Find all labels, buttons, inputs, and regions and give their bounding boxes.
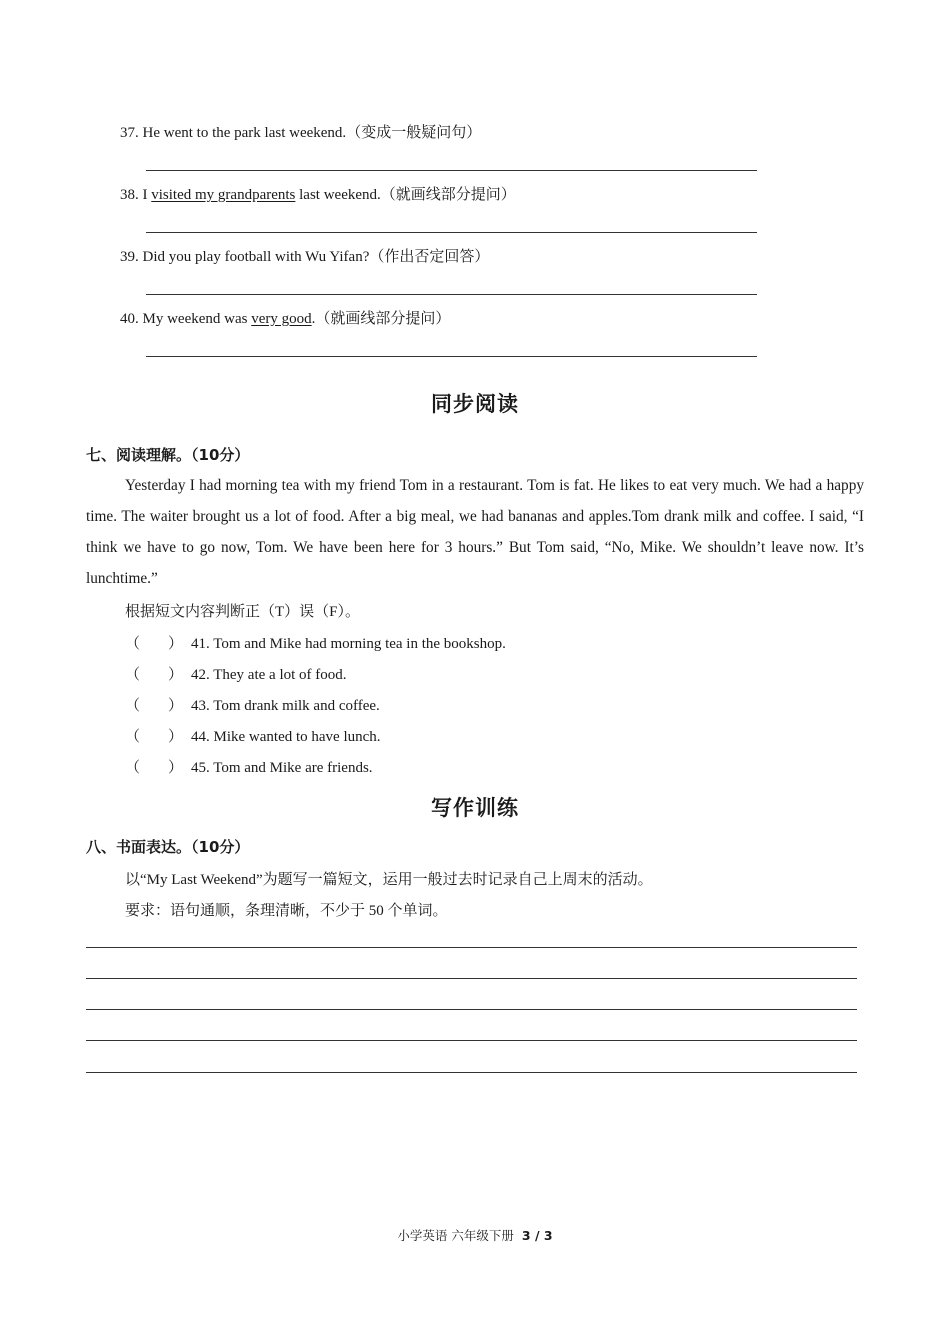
- writing-line[interactable]: [86, 947, 857, 948]
- writing-line[interactable]: [86, 1040, 857, 1041]
- writing-section-title: 八、书面表达。（10分）: [86, 838, 250, 856]
- question-text: My weekend was: [142, 311, 252, 327]
- question-37: [120, 121, 481, 142]
- page-footer: [0, 1226, 950, 1244]
- writing-heading: 写作训练: [431, 796, 519, 820]
- writing-line[interactable]: [86, 978, 857, 979]
- answer-bracket-open[interactable]: （: [125, 636, 141, 652]
- answer-bracket-close: ）: [168, 698, 184, 714]
- answer-bracket-open[interactable]: （: [125, 760, 141, 776]
- writing-line[interactable]: [86, 1009, 857, 1010]
- tf-item-45: [125, 756, 373, 777]
- answer-bracket-open[interactable]: （: [125, 667, 141, 683]
- question-text: He went to the park last weekend.: [142, 125, 347, 141]
- tf-item-text: 43. Tom drank milk and coffee.: [191, 698, 380, 714]
- tf-item-text: 41. Tom and Mike had morning tea in the bookshop.: [191, 636, 506, 652]
- question-text: I: [142, 187, 152, 203]
- answer-bracket-open[interactable]: （: [125, 729, 141, 745]
- answer-line-38[interactable]: [146, 232, 757, 233]
- question-instruction: （就画线部分提问）: [315, 311, 451, 327]
- question-instruction: （作出否定回答）: [369, 249, 490, 265]
- answer-bracket-close: ）: [168, 667, 184, 683]
- answer-bracket-close: ）: [168, 729, 184, 745]
- tf-item-text: 44. Mike wanted to have lunch.: [191, 729, 381, 745]
- answer-bracket-close: ）: [168, 760, 184, 776]
- answer-line-40[interactable]: [146, 356, 757, 357]
- tf-item-43: [125, 694, 380, 715]
- question-number: 37.: [120, 125, 139, 141]
- answer-line-39[interactable]: [146, 294, 757, 295]
- writing-requirement: 要求：语句通顺，条理清晰，不少于 50 个单词。: [125, 903, 448, 919]
- underlined-phrase: very good: [251, 311, 312, 327]
- writing-line[interactable]: [86, 1072, 857, 1073]
- question-instruction: （变成一般疑问句）: [346, 125, 482, 141]
- underlined-phrase: visited my grandparents: [151, 187, 296, 203]
- question-number: 38.: [120, 187, 139, 203]
- writing-prompt: 以“My Last Weekend”为题写一篇短文，运用一般过去时记录自己上周末的活动。: [125, 872, 653, 888]
- question-40: [120, 307, 450, 328]
- answer-bracket-open[interactable]: （: [125, 698, 141, 714]
- tf-item-text: 45. Tom and Mike are friends.: [191, 760, 373, 776]
- tf-instruction: 根据短文内容判断正（T）误（F）。: [125, 604, 361, 620]
- answer-bracket-close: ）: [168, 636, 184, 652]
- page-number: 3 / 3: [521, 1228, 553, 1243]
- question-text-after: last weekend.: [295, 187, 381, 203]
- tf-item-42: [125, 663, 347, 684]
- reading-section-title: 七、阅读理解。（10分）: [86, 446, 250, 464]
- question-text: Did you play football with Wu Yifan?: [142, 249, 370, 265]
- question-number: 40.: [120, 311, 139, 327]
- reading-passage: Yesterday I had morning tea with my friend Tom in a restaurant. Tom is fat. He likes to eat very much. We had a happy time. The waiter brought us a lot of food. After a big meal, we had bananas and apples.Tom drank milk and coffee. I said, “I think we have to go now, Tom. We have been here for 3 hours.” But Tom said, “No, Mike. We shouldn’t leave now. It’s lunchtime.”: [86, 477, 864, 587]
- tf-item-44: [125, 725, 381, 746]
- question-number: 39.: [120, 249, 139, 265]
- question-instruction: （就画线部分提问）: [380, 187, 516, 203]
- question-39: [120, 245, 489, 266]
- tf-item-text: 42. They ate a lot of food.: [191, 667, 347, 683]
- footer-subject: 小学英语 六年级下册: [397, 1228, 514, 1243]
- answer-line-37[interactable]: [146, 170, 757, 171]
- reading-heading: 同步阅读: [431, 392, 519, 416]
- question-38: [120, 183, 516, 204]
- question-text-after: .: [311, 311, 316, 327]
- tf-item-41: [125, 632, 506, 653]
